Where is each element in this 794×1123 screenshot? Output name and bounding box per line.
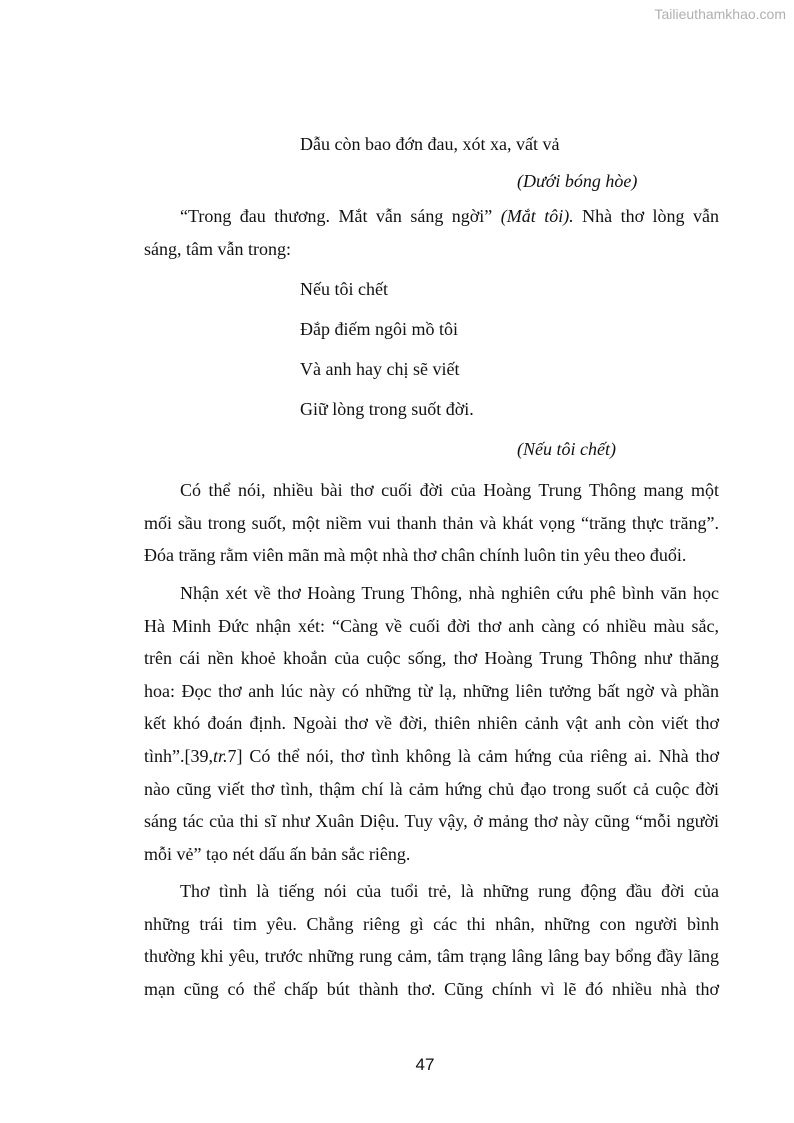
para3-line-1: Nhận xét về thơ Hoàng Trung Thông, nhà nghiên cứu phê bình văn học <box>180 583 719 603</box>
para3-line-7: nào cũng viết thơ tình, thậm chí là cảm hứng chủ đạo trong suốt cả cuộc đời <box>144 778 719 799</box>
poem1-source: (Dưới bóng hòe) <box>517 171 638 191</box>
paragraph-3 <box>144 577 719 870</box>
para3-cite-italic: tr. <box>213 745 228 766</box>
poem2-line-1: Nếu tôi chết <box>300 279 388 299</box>
para1-quote: “Trong đau thương. Mắt vẫn sáng ngời” <box>180 206 493 226</box>
poem2-line-2: Đắp điếm ngôi mồ tôi <box>300 319 458 339</box>
poem2-line-3: Và anh hay chị sẽ viết <box>300 359 460 379</box>
para3-line-5: kết khó đoán định. Ngoài thơ về đời, thiên nhiên cảnh vật anh còn viết thơ <box>144 713 719 734</box>
para4-line-4: mạn cũng có thể chấp bút thành thơ. Cũng chính vì lẽ đó nhiều nhà thơ <box>144 978 719 999</box>
para2-line-1: Có thể nói, nhiều bài thơ cuối đời của Hoàng Trung Thông mang một <box>180 480 719 500</box>
poem2-source: (Nếu tôi chết) <box>517 439 616 459</box>
para3-line-4: hoa: Đọc thơ anh lúc này có những từ lạ, những liên tưởng bất ngờ và phần <box>144 680 719 701</box>
para2-line-3: Đóa trăng rằm viên mãn mà một nhà thơ chân chính luôn tin yêu theo đuổi. <box>144 545 687 566</box>
para1-rest: Nhà thơ lòng vẫn <box>582 206 719 226</box>
para4-line-3: thường khi yêu, trước những rung cảm, tâm trạng lâng lâng bay bổng đầy lãng <box>144 946 719 967</box>
para1-source: (Mắt tôi). <box>500 206 574 226</box>
para3-cite-after: 7] Có thể nói, thơ tình không là cảm hứng của riêng ai. Nhà thơ <box>227 745 719 766</box>
paragraph-2 <box>144 474 719 572</box>
para3-line-3: trên cái nền khoẻ khoắn của cuộc sống, thơ Hoàng Trung Thông như thăng <box>144 648 719 669</box>
watermark: Tailieuthamkhao.com <box>654 6 786 22</box>
para3-line-6 <box>144 740 719 773</box>
para3-line-2: Hà Minh Đức nhận xét: “Càng về cuối đời thơ anh càng có nhiều màu sắc, <box>144 615 719 636</box>
para3-cite-before: tình”.[39, <box>144 745 213 766</box>
para2-line-2: mối sầu trong suốt, một niềm vui thanh thản và khát vọng “trăng thực trăng”. <box>144 512 719 533</box>
poem2-line-4: Giữ lòng trong suốt đời. <box>300 399 474 419</box>
para3-line-9: mỗi vẻ” tạo nét dấu ấn bản sắc riêng. <box>144 843 411 864</box>
paragraph-4 <box>144 875 719 1005</box>
poem1-line: Dẫu còn bao đớn đau, xót xa, vất vả <box>300 134 560 154</box>
paragraph-1 <box>144 200 719 265</box>
para3-line-8: sáng tác của thi sĩ như Xuân Diệu. Tuy vậy, ở mảng thơ này cũng “mỗi người <box>144 811 719 832</box>
page-number: 47 <box>415 1055 435 1074</box>
para4-line-1: Thơ tình là tiếng nói của tuổi trẻ, là những rung động đầu đời của <box>180 881 719 901</box>
para4-line-2: những trái tim yêu. Chẳng riêng gì các thi nhân, những con người bình <box>144 913 719 934</box>
para1-line2: sáng, tâm vẫn trong: <box>144 238 291 259</box>
